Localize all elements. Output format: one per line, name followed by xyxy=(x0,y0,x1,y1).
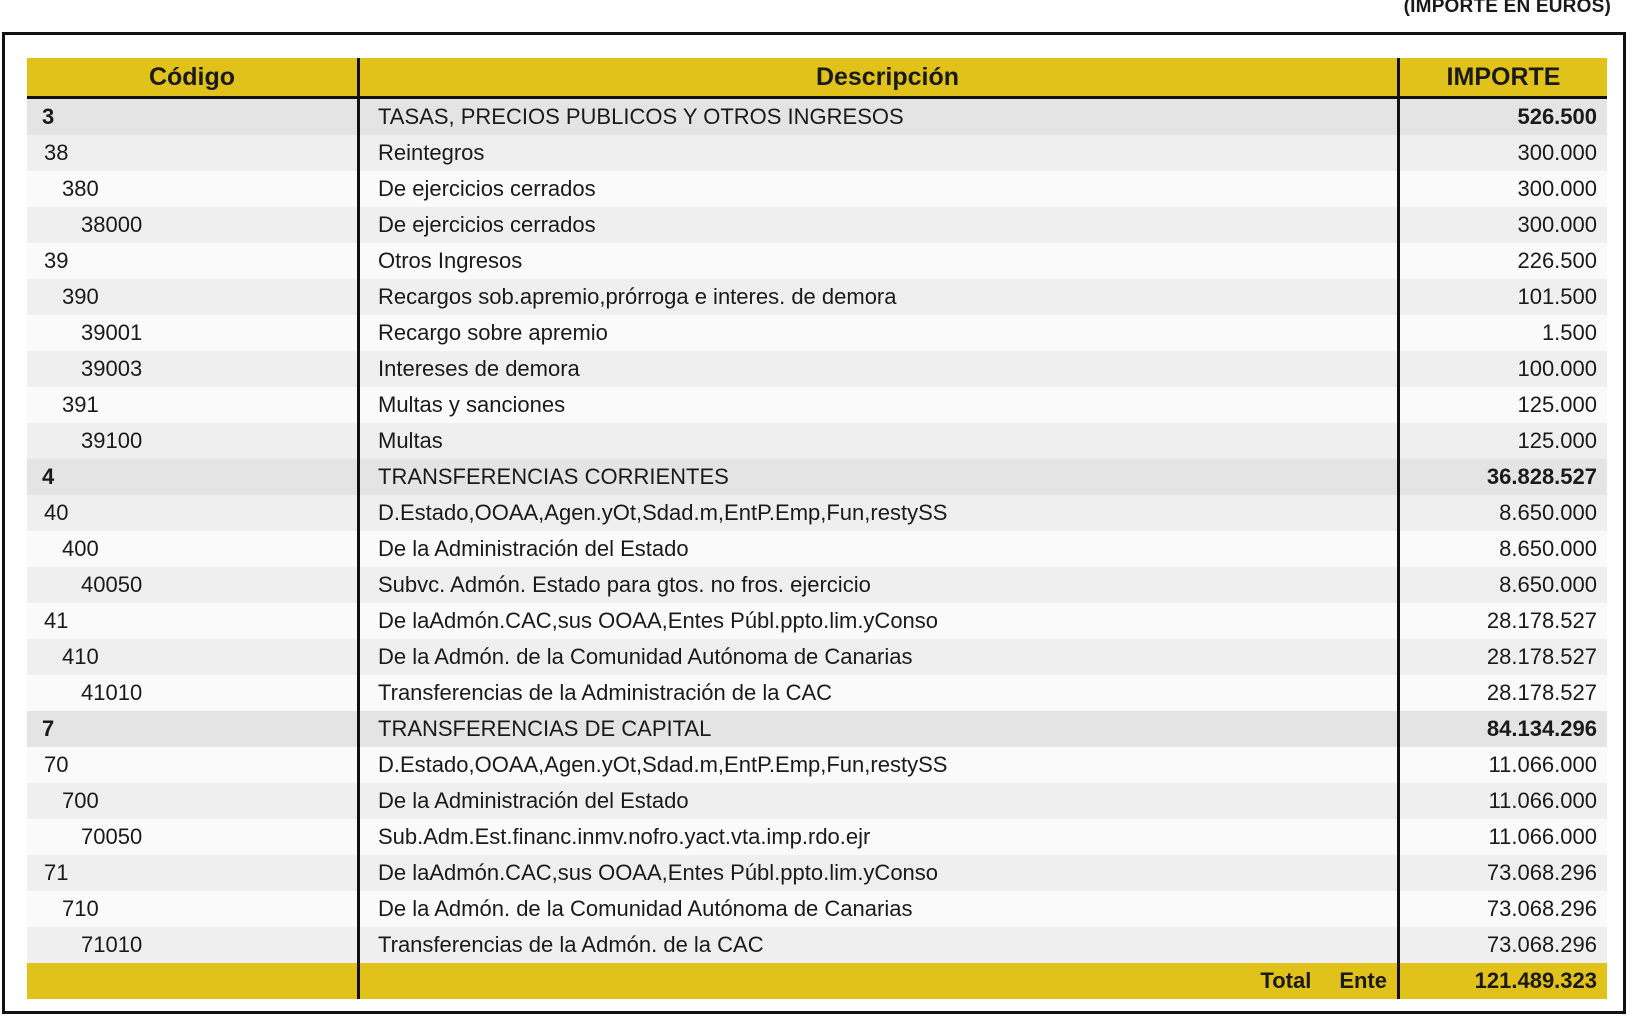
row-description: De ejercicios cerrados xyxy=(357,171,1397,207)
row-description: Sub.Adm.Est.financ.inmv.nofro.yact.vta.imp.rdo.ejr xyxy=(357,819,1397,855)
row-amount: 8.650.000 xyxy=(1397,567,1607,603)
table-row xyxy=(27,243,1607,279)
total-label-2: Ente xyxy=(1339,968,1387,993)
table-row xyxy=(27,747,1607,783)
row-amount: 84.134.296 xyxy=(1397,711,1607,747)
row-code: 710 xyxy=(62,896,99,921)
table-row xyxy=(27,711,1607,747)
row-description: De la Admón. de la Comunidad Autónoma de Canarias xyxy=(357,891,1397,927)
total-label-1: Total xyxy=(1260,968,1312,993)
row-code: 39001 xyxy=(81,320,143,345)
row-amount: 11.066.000 xyxy=(1397,747,1607,783)
row-description: Otros Ingresos xyxy=(357,243,1397,279)
table-row xyxy=(27,459,1607,495)
row-description: D.Estado,OOAA,Agen.yOt,Sdad.m,EntP.Emp,Fun,restySS xyxy=(357,495,1397,531)
row-amount: 11.066.000 xyxy=(1397,783,1607,819)
row-description: D.Estado,OOAA,Agen.yOt,Sdad.m,EntP.Emp,Fun,restySS xyxy=(357,747,1397,783)
row-code: 71 xyxy=(44,860,69,885)
row-description: De la Administración del Estado xyxy=(357,783,1397,819)
row-description: De laAdmón.CAC,sus OOAA,Entes Públ.ppto.lim.yConso xyxy=(357,855,1397,891)
row-code: 7 xyxy=(42,716,55,741)
row-description: TRANSFERENCIAS CORRIENTES xyxy=(357,459,1397,495)
table-row xyxy=(27,927,1607,963)
total-label xyxy=(357,963,1397,999)
row-description: TRANSFERENCIAS DE CAPITAL xyxy=(357,711,1397,747)
row-amount: 300.000 xyxy=(1397,171,1607,207)
row-code: 39003 xyxy=(81,356,143,381)
row-description: Recargos sob.apremio,prórroga e interes. de demora xyxy=(357,279,1397,315)
row-code: 41010 xyxy=(81,680,143,705)
row-amount: 73.068.296 xyxy=(1397,891,1607,927)
row-amount: 526.500 xyxy=(1397,99,1607,135)
row-amount: 101.500 xyxy=(1397,279,1607,315)
row-amount: 8.650.000 xyxy=(1397,495,1607,531)
row-amount: 8.650.000 xyxy=(1397,531,1607,567)
row-amount: 125.000 xyxy=(1397,423,1607,459)
row-code: 39100 xyxy=(81,428,143,453)
row-code: 40 xyxy=(44,500,69,525)
row-code: 410 xyxy=(62,644,99,669)
row-code: 38000 xyxy=(81,212,143,237)
row-description: Multas y sanciones xyxy=(357,387,1397,423)
row-description: Intereses de demora xyxy=(357,351,1397,387)
row-amount: 73.068.296 xyxy=(1397,927,1607,963)
table-row xyxy=(27,351,1607,387)
table-row xyxy=(27,819,1607,855)
table-row xyxy=(27,99,1607,135)
table-row xyxy=(27,387,1607,423)
table-header xyxy=(27,58,1607,99)
row-amount: 36.828.527 xyxy=(1397,459,1607,495)
row-code: 38 xyxy=(44,140,69,165)
header-amount: IMPORTE xyxy=(1397,58,1607,96)
row-code: 391 xyxy=(62,392,99,417)
row-code: 400 xyxy=(62,536,99,561)
row-description: Reintegros xyxy=(357,135,1397,171)
table-body xyxy=(27,99,1607,963)
row-amount: 28.178.527 xyxy=(1397,603,1607,639)
row-description: Transferencias de la Administración de la CAC xyxy=(357,675,1397,711)
total-row xyxy=(27,963,1607,999)
table-row xyxy=(27,603,1607,639)
row-description: Recargo sobre apremio xyxy=(357,315,1397,351)
table-row xyxy=(27,531,1607,567)
row-code: 4 xyxy=(42,464,55,489)
row-amount: 73.068.296 xyxy=(1397,855,1607,891)
row-description: De laAdmón.CAC,sus OOAA,Entes Públ.ppto.lim.yConso xyxy=(357,603,1397,639)
row-code: 71010 xyxy=(81,932,143,957)
row-description: De ejercicios cerrados xyxy=(357,207,1397,243)
table-row xyxy=(27,891,1607,927)
row-description: Multas xyxy=(357,423,1397,459)
row-amount: 125.000 xyxy=(1397,387,1607,423)
table-row xyxy=(27,279,1607,315)
row-amount: 28.178.527 xyxy=(1397,639,1607,675)
row-description: De la Administración del Estado xyxy=(357,531,1397,567)
row-amount: 226.500 xyxy=(1397,243,1607,279)
row-code: 390 xyxy=(62,284,99,309)
table-row xyxy=(27,783,1607,819)
table-row xyxy=(27,639,1607,675)
row-amount: 300.000 xyxy=(1397,207,1607,243)
budget-table xyxy=(27,58,1607,999)
row-amount: 28.178.527 xyxy=(1397,675,1607,711)
table-row xyxy=(27,567,1607,603)
total-code-cell xyxy=(27,963,357,999)
row-description: De la Admón. de la Comunidad Autónoma de Canarias xyxy=(357,639,1397,675)
header-code: Código xyxy=(148,62,236,91)
row-code: 70050 xyxy=(81,824,143,849)
total-amount: 121.489.323 xyxy=(1397,963,1607,999)
row-code: 380 xyxy=(62,176,99,201)
header-description: Descripción xyxy=(357,58,1397,96)
row-amount: 300.000 xyxy=(1397,135,1607,171)
table-row xyxy=(27,423,1607,459)
table-row xyxy=(27,315,1607,351)
row-code: 41 xyxy=(44,608,69,633)
table-row xyxy=(27,495,1607,531)
row-code: 39 xyxy=(44,248,69,273)
table-row xyxy=(27,675,1607,711)
row-code: 70 xyxy=(44,752,69,777)
row-description: Subvc. Admón. Estado para gtos. no fros. ejercicio xyxy=(357,567,1397,603)
table-row xyxy=(27,855,1607,891)
row-amount: 1.500 xyxy=(1397,315,1607,351)
row-description: TASAS, PRECIOS PUBLICOS Y OTROS INGRESOS xyxy=(357,99,1397,135)
row-description: Transferencias de la Admón. de la CAC xyxy=(357,927,1397,963)
row-code: 3 xyxy=(42,104,55,129)
row-code: 700 xyxy=(62,788,99,813)
table-row xyxy=(27,171,1607,207)
row-amount: 11.066.000 xyxy=(1397,819,1607,855)
row-amount: 100.000 xyxy=(1397,351,1607,387)
table-row xyxy=(27,135,1607,171)
unit-note: (IMPORTE EN EUROS) xyxy=(1403,0,1611,17)
table-row xyxy=(27,207,1607,243)
row-code: 40050 xyxy=(81,572,143,597)
